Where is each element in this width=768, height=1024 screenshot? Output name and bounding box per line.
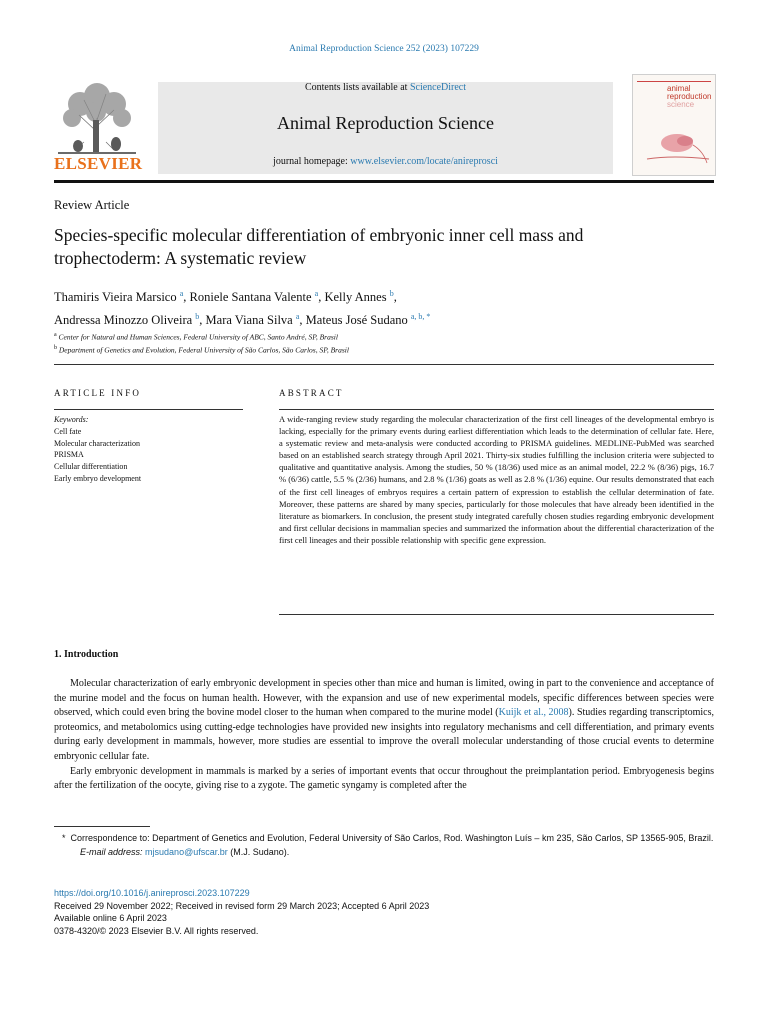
keywords-label: Keywords: [54, 415, 89, 424]
doi-link[interactable]: https://doi.org/10.1016/j.anireprosci.2023.107229 [54, 888, 250, 898]
author[interactable] [324, 290, 393, 304]
keyword: Cell fate [54, 426, 82, 436]
correspondence-line [54, 832, 714, 846]
elsevier-wordmark: ELSEVIER [54, 154, 143, 173]
abstract-text: A wide-ranging review study regarding the molecular characterization of the first cell lineages of the developmental embryo is lacking, especially for the primary events during earliest differentiation which leads to the determination of cellular fate. Here, a systematic review and meta-analysis were conducted according to PRISMA guidelines. MEDLINE-PubMed was searched based on an established search strategy through April 2021. Thirty-six studies fulfilling the inclusion criteria were subjected to qualitative and quantitative analysis. Among the studies, 50 % (18/36) used mice as an animal model, 22.2 % (8/36) pigs, 16.7 % (6/36) cattle, 5.5 % (2/36) humans, and 2.8 % (1/36) goats as well as 2.8 % (1/36) equine. Our results demonstrated that each of the first cell lineages of embryos requires a certain pattern of expression to establish the cellular determination of fate. Moreover, these patterns are shared by many species, particularly for those molecules that have already been identified in the literature as biomarkers. In conclusion, the present study integrated carefully chosen studies regarding embryonic development and first cellular decisions in mammalian species and summarized the information about the differential characterization of the first cell lineages and their possible relationship with specific gene expression. [279, 414, 714, 545]
publication-info [54, 887, 714, 937]
abstract-rule [279, 409, 714, 410]
contents-line [158, 82, 613, 93]
email-label: E-mail address: [80, 846, 143, 857]
homepage-link[interactable]: www.elsevier.com/locate/anireprosci [350, 156, 498, 167]
affiliations [54, 330, 674, 355]
paragraph: Early embryonic development in mammals is marked by a series of important events that occur throughout the preimplantation period. Embryogenesis begins after the fertilization of the oocyte, giving rise to a zygote. The gametic syngamy is completed after the [54, 765, 714, 792]
article-info-heading: ARTICLE INFO [54, 388, 142, 398]
keyword: Early embryo development [54, 473, 142, 483]
correspondence-footnote [54, 832, 714, 859]
email-link[interactable]: mjsudano@ufscar.br [145, 846, 228, 857]
paragraph [54, 677, 714, 765]
homepage-line [158, 156, 613, 167]
homepage-prefix: journal homepage: [273, 156, 351, 167]
affiliation-marker: a [54, 332, 57, 338]
journal-reference[interactable]: Animal Reproduction Science 252 (2023) 107229 [289, 44, 479, 54]
article-title: Species-specific molecular differentiation of embryonic inner cell mass and trophectoderm: A systematic review [54, 225, 584, 268]
author-name: Andressa Minozzo Oliveira [54, 313, 193, 328]
keyword: PRISMA [54, 450, 84, 460]
author[interactable] [306, 313, 431, 327]
author[interactable] [54, 313, 199, 327]
affiliation-text: Center for Natural and Human Sciences, Federal University of ABC, Santo André, SP, Brasil [58, 332, 338, 342]
author[interactable] [190, 290, 319, 304]
author[interactable] [54, 290, 183, 304]
introduction-body [54, 677, 714, 794]
cover-illustration [633, 115, 715, 173]
affiliation-text: Department of Genetics and Evolution, Federal University of São Carlos, São Carlos, SP, Brasil [58, 345, 349, 354]
author-affiliation-marker[interactable]: a, b, * [410, 312, 431, 322]
affiliation-marker: b [54, 344, 57, 351]
author-name: Mara Viana Silva [205, 313, 293, 328]
received-dates: Received 29 November 2022; Received in revised form 29 March 2023; Accepted 6 April 2023 [54, 900, 430, 911]
affiliation [54, 343, 674, 356]
author-affiliation-marker[interactable]: b [389, 289, 394, 298]
sciencedirect-link[interactable]: ScienceDirect [409, 82, 467, 93]
section-rule [54, 364, 714, 365]
cover-title-line: animal [667, 84, 691, 93]
author-name: Thamiris Vieira Marsico [54, 290, 177, 305]
citation-link[interactable]: Kuijk et al., 2008 [498, 707, 569, 719]
author-affiliation-marker[interactable]: a [295, 312, 300, 322]
email-suffix: (M.J. Sudano). [230, 846, 290, 857]
cover-title-line: science [667, 100, 695, 109]
abstract-end-rule [279, 614, 714, 615]
introduction-heading: 1. Introduction [54, 649, 119, 660]
footnote-rule [54, 826, 150, 827]
author-list: Thamiris Vieira Marsico $^a$, Roniele Santana Valente $^a$, Kelly Annes $^b$, Andressa Minozzo Oliveira $^b$, Mara Viana Silva $^a$, Mateus José Sudano $^{a, b, *}$ [54, 289, 431, 328]
article-info-rule [54, 409, 243, 410]
author-affiliation-marker[interactable]: a [314, 289, 319, 298]
email-line [54, 846, 714, 860]
author[interactable] [206, 313, 300, 327]
paragraph-text: Molecular characterization of early embryonic development in species other than mice and human is limited, owing in part to the convenience and acceptance of the murine model and the focus on human health. However, with the expansion and use of new experimental models, specific differences between species were observed, which could even bring the bovine model closer to the human when compared to the murine model ( [54, 678, 714, 719]
header-rule [54, 180, 714, 183]
journal-cover-thumbnail[interactable] [632, 74, 716, 176]
author-name: Mateus José Sudano [305, 313, 408, 328]
paragraph-text: ). Studies regarding transcriptomics, proteomics, and metabolomics using cutting-edge technologies have provided new insights into regulatory mechanisms and cell differentiation, and primary events during early development in mammals, however, more studies are essential to improve the overall molecular understanding of those crucial events to determine embryonic cellular fate. [54, 707, 714, 762]
affiliation [54, 330, 674, 343]
author-affiliation-marker[interactable]: a [179, 289, 184, 298]
copyright: 0378-4320/© 2023 Elsevier B.V. All rights reserved. [54, 925, 259, 936]
cover-rule [637, 81, 711, 82]
author-affiliation-marker[interactable]: b [195, 312, 200, 322]
footnote-marker: * [62, 833, 66, 843]
abstract-heading: ABSTRACT [279, 388, 344, 398]
correspondence-text: Correspondence to: Department of Genetics and Evolution, Federal University of São Carlos, Rod. Washington Luís – km 235, São Carlos, SP 13565-905, Brazil. [70, 833, 714, 843]
contents-prefix: Contents lists available at [304, 82, 410, 93]
journal-name: Animal Reproduction Science [277, 113, 494, 133]
cover-title [667, 85, 711, 109]
keywords-block [54, 414, 244, 485]
available-online: Available online 6 April 2023 [54, 913, 167, 924]
keyword: Cellular differentiation [54, 462, 128, 472]
author-name: Roniele Santana Valente [189, 290, 312, 305]
article-type: Review Article [54, 198, 130, 212]
author-name: Kelly Annes [324, 290, 387, 305]
cover-title-line: reproduction [667, 92, 712, 101]
keyword: Molecular characterization [54, 438, 140, 448]
